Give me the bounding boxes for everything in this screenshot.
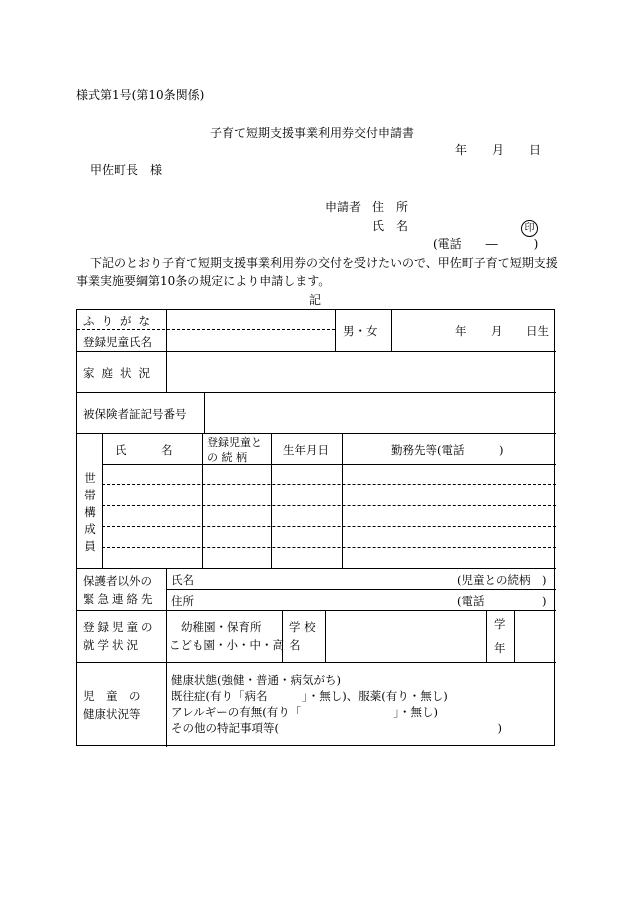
emergency-phone: (電話 ): [457, 594, 547, 608]
school-name-label-1: 学 校: [289, 620, 316, 634]
intro-line-1: 下記のとおり子育て短期支援事業利用券の交付を受けたいので、甲佐町子育て短期支援: [90, 256, 558, 270]
grade-label-1: 学: [494, 617, 506, 631]
applicant-phone: (電話 ― ): [433, 237, 539, 251]
row-line: [77, 610, 556, 611]
intro-line-2: 事業実施要綱第10条の規定により申請します。: [76, 274, 331, 288]
household-row-divider: [102, 526, 556, 527]
col-work-header: 勤務先等(電話 ): [391, 443, 504, 457]
health-label-2: 健康状況等: [83, 707, 141, 721]
date-day-label: 日: [529, 143, 542, 157]
col-line: [514, 610, 515, 662]
col-line: [202, 433, 203, 568]
col-line: [486, 610, 487, 662]
document-title: 子育て短期支援事業利用券交付申請書: [210, 126, 415, 140]
emergency-label-1: 保護者以外の: [83, 574, 152, 588]
ki-label: 記: [309, 293, 322, 307]
health-line-3: アレルギーの有無(有り「 」・無し): [171, 705, 438, 719]
furigana-label: ふりがな: [83, 314, 157, 328]
sex-choice: 男・女: [343, 324, 378, 338]
row-line: [102, 464, 556, 465]
household-row-divider: [102, 484, 556, 485]
col-line: [325, 610, 326, 662]
col-line: [391, 310, 392, 351]
health-line-1: 健康状態(強健・普通・病気がち): [171, 673, 341, 687]
col-line: [282, 610, 283, 662]
row-line: [77, 392, 556, 393]
emergency-label-2: 緊急連絡先: [83, 592, 156, 606]
insurance-number-label: 被保険者証記号番号: [83, 407, 187, 421]
addressee: 甲佐町長 様: [90, 163, 163, 177]
furigana-divider: [77, 329, 335, 330]
school-label-2: 就学状況: [83, 638, 141, 652]
form-number: 様式第1号(第10条関係): [76, 88, 205, 102]
household-label: 世帯構成員: [84, 471, 96, 553]
birth-year-label: 年: [455, 324, 467, 338]
applicant-name-label: 氏 名: [372, 219, 409, 233]
home-status-label: 家庭状況: [83, 366, 157, 380]
row-line: [77, 351, 556, 352]
col-name-header: 氏 名: [115, 443, 173, 457]
col-line: [166, 310, 167, 392]
emergency-name-label: 氏名: [171, 573, 194, 587]
col-birth-header: 生年月日: [283, 443, 329, 457]
school-label-1: 登録児童の: [83, 620, 156, 634]
health-line-2: 既往症(有り「病名 」・無し)、服薬(有り・無し): [171, 689, 448, 703]
birth-day-label: 日生: [526, 324, 549, 338]
emergency-relation: (児童との続柄 ): [457, 573, 547, 587]
date-year-label: 年: [455, 143, 468, 157]
household-row-divider: [102, 505, 556, 506]
applicant-label: 申請者: [325, 200, 362, 214]
col-line: [166, 568, 167, 747]
health-line-4: その他の特記事項等( ): [171, 721, 502, 735]
col-line: [204, 392, 205, 433]
grade-label-2: 年: [494, 641, 506, 655]
col-relation-header-2: の 続 柄: [207, 451, 247, 464]
school-name-label-2: 名: [289, 638, 301, 652]
household-row-divider: [102, 547, 556, 548]
date-month-label: 月: [492, 143, 505, 157]
row-line: [77, 662, 556, 663]
row-line: [166, 589, 556, 590]
health-label-1: 児 童 の: [83, 689, 141, 703]
col-line: [342, 433, 343, 568]
seal-label: 印: [521, 220, 538, 237]
applicant-address-label: 住 所: [372, 200, 409, 214]
row-line: [77, 433, 556, 434]
col-line: [271, 433, 272, 568]
seal-mark: [521, 216, 538, 237]
row-line: [77, 568, 556, 569]
col-line: [335, 310, 336, 351]
emergency-address-label: 住所: [171, 594, 194, 608]
col-relation-header-1: 登録児童と: [207, 436, 262, 449]
school-type-2: こども園・小・中・高: [169, 638, 284, 652]
application-form-table: [76, 309, 555, 746]
col-line: [102, 433, 103, 568]
school-type-1: 幼稚園・保育所: [181, 620, 262, 634]
child-name-label: 登録児童氏名: [83, 335, 152, 349]
birth-month-label: 月: [491, 324, 503, 338]
